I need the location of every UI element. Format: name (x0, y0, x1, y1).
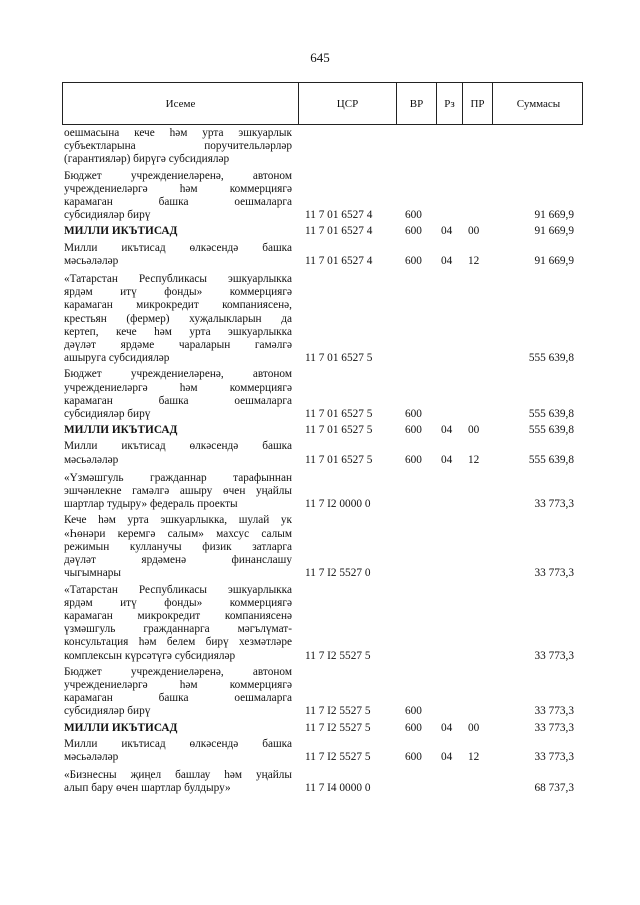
row-name-line: субсидияләр бирү (64, 209, 151, 222)
row-name-line: дәүләт ярдәменә финанслашу (64, 554, 292, 567)
table-header (62, 82, 583, 125)
table-row (0, 769, 640, 795)
row-vr: 600 (405, 209, 422, 222)
table-row (0, 472, 640, 512)
row-rz: 04 (441, 254, 453, 267)
row-name (64, 368, 292, 421)
row-name-line: «Үзмәшгуль гражданнар тарафыннан (64, 471, 292, 484)
row-name (64, 273, 292, 365)
row-name-line: МИЛЛИ ИКЪТИСАД (64, 225, 178, 238)
row-sum: 33 773,3 (534, 705, 574, 718)
row-name-line: мәсьәләләр (64, 750, 119, 763)
row-sum: 33 773,3 (534, 498, 574, 511)
row-name (64, 127, 292, 167)
row-name-line: оешмасына кече һәм урта эшкуарлык (64, 127, 292, 139)
row-name-line: чыгымнары (64, 567, 121, 580)
row-csr: 11 7 I2 5527 0 (305, 567, 371, 580)
row-sum: 33 773,3 (534, 649, 574, 662)
row-name-line: «Һөнәри керемгә салым» махсус салым (64, 527, 292, 540)
row-name-line: учреждениеләргә һәм коммерциягә (64, 182, 292, 195)
page-number: 645 (310, 50, 330, 65)
row-name-line: мәсьәләләр (64, 254, 119, 267)
row-name (64, 738, 292, 764)
row-csr: 11 7 01 6527 5 (305, 424, 373, 437)
table-body (0, 124, 640, 796)
row-rz: 04 (441, 750, 453, 763)
row-name (64, 666, 292, 719)
row-vr: 600 (405, 705, 422, 718)
row-csr: 11 7 I4 0000 0 (305, 782, 371, 795)
table-row (0, 738, 640, 764)
row-vr: 600 (405, 225, 422, 238)
row-csr: 11 7 01 6527 4 (305, 209, 373, 222)
row-name-line: Бюджет учреждениеләренә, автоном (64, 169, 292, 182)
row-name-line: Бюджет учреждениеләренә, автоном (64, 665, 292, 678)
row-name-line: ярдәм итү фонды» коммерциягә (64, 596, 292, 609)
row-name (64, 424, 292, 437)
table-row (0, 424, 640, 437)
table-row (0, 242, 640, 268)
row-name-line: карамаган башка оешмаларга (64, 692, 292, 705)
row-pr: 12 (468, 453, 480, 466)
row-name-line: үзмәшгуль гражданнарга мәгълүмат- (64, 623, 292, 636)
row-name-line: эшчәнлекне гамәлгә ашыру өчен уңайлы (64, 485, 292, 498)
row-name-line: шартлар тудыру» федераль проекты (64, 498, 238, 511)
row-csr: 11 7 01 6527 5 (305, 352, 373, 365)
row-name-line: карамаган башка оешмаларга (64, 394, 292, 407)
row-name-line: карамаган микрокредит компаниясенә, (64, 299, 292, 312)
row-name-line: Милли икътисад өлкәсендә башка (64, 737, 292, 750)
row-name-line: карамаган микрокредит компаниясенә (64, 609, 292, 622)
row-name-line: МИЛЛИ ИКЪТИСАД (64, 424, 178, 437)
row-name-line: Бюджет учреждениеләренә, автоном (64, 368, 292, 381)
row-vr: 600 (405, 721, 422, 734)
row-name (64, 170, 292, 223)
row-csr: 11 7 I2 5527 5 (305, 750, 371, 763)
row-name-line: ашыруга субсидияләр (64, 352, 170, 365)
row-name-line: «Татарстан Республикасы эшкуарлыкка (64, 583, 292, 596)
header-csr: ЦСР (298, 83, 396, 124)
row-rz: 04 (441, 424, 453, 437)
row-rz: 04 (441, 721, 453, 734)
row-name (64, 440, 292, 466)
row-sum: 33 773,3 (534, 721, 574, 734)
table-row (0, 584, 640, 663)
table-row (0, 514, 640, 580)
table-row (0, 273, 640, 365)
row-name (64, 769, 292, 795)
row-name-line: кертеп, кече һәм урта эшкуарлыкка (64, 325, 292, 338)
header-vr: ВР (396, 83, 436, 124)
row-pr: 00 (468, 424, 480, 437)
header-name: Исеме (165, 97, 196, 110)
row-name-line: алып бару өчен шартлар булдыру» (64, 782, 231, 795)
row-rz: 04 (441, 225, 453, 238)
row-name-line: (гарантияләр) бирүгә субсидияләр (64, 153, 230, 166)
row-sum: 91 669,9 (534, 225, 574, 238)
row-sum: 555 639,8 (528, 453, 574, 466)
row-sum: 555 639,8 (528, 424, 574, 437)
row-sum: 33 773,3 (534, 750, 574, 763)
row-name-line: ярдәм итү фонды» коммерциягә (64, 286, 292, 299)
row-csr: 11 7 01 6527 5 (305, 408, 373, 421)
row-name-line: Милли икътисад өлкәсендә башка (64, 440, 292, 453)
row-name (64, 242, 292, 268)
row-name (64, 514, 292, 580)
row-pr: 00 (468, 225, 480, 238)
row-name-line: крестьян (фермер) хуҗалыкларын да (64, 312, 292, 325)
row-csr: 11 7 I2 5527 5 (305, 705, 371, 718)
row-name-line: субсидияләр бирү (64, 705, 151, 718)
row-vr: 600 (405, 453, 422, 466)
row-name-line: режимын кулланучы физик затларга (64, 540, 292, 553)
row-name (64, 584, 292, 663)
row-name-line: карамаган башка оешмаларга (64, 196, 292, 209)
row-name-line: консультация һәм белем бирү хезмәтләре (64, 636, 292, 649)
row-csr: 11 7 01 6527 5 (305, 453, 373, 466)
row-name-line: субъектларына поручительләрләр (64, 140, 292, 153)
row-name-line: учреждениеләргә һәм коммерциягә (64, 381, 292, 394)
row-sum: 68 737,3 (534, 782, 574, 795)
row-vr: 600 (405, 750, 422, 763)
row-name-line: субсидияләр бирү (64, 408, 151, 421)
row-vr: 600 (405, 408, 422, 421)
row-name-line: дәүләт ярдәме чараларын гамәлгә (64, 339, 292, 352)
row-name-line: комплексын күрсәтүгә субсидияләр (64, 649, 236, 662)
row-csr: 11 7 I2 5527 5 (305, 649, 371, 662)
row-sum: 33 773,3 (534, 567, 574, 580)
table-row (0, 722, 640, 735)
row-name-line: Кече һәм урта эшкуарлыкка, шулай ук (64, 514, 292, 527)
row-name-line: учреждениеләргә һәм коммерциягә (64, 678, 292, 691)
row-name-line: «Татарстан Республикасы эшкуарлыкка (64, 273, 292, 286)
row-name-line: МИЛЛИ ИКЪТИСАД (64, 721, 178, 734)
header-sum: Суммасы (492, 83, 584, 124)
row-sum: 91 669,9 (534, 209, 574, 222)
row-name-line: Милли икътисад өлкәсендә башка (64, 241, 292, 254)
row-vr: 600 (405, 424, 422, 437)
row-sum: 555 639,8 (528, 408, 574, 421)
row-name (64, 472, 292, 512)
row-pr: 12 (468, 750, 480, 763)
header-rz: Рз (436, 83, 462, 124)
table-row (0, 127, 640, 167)
row-name (64, 722, 292, 735)
row-name-line: «Бизнесны җиңел башлау һәм уңайлы (64, 769, 292, 782)
row-rz: 04 (441, 453, 453, 466)
table-row (0, 440, 640, 466)
row-pr: 12 (468, 254, 480, 267)
row-sum: 555 639,8 (528, 352, 574, 365)
table-row (0, 368, 640, 421)
row-csr: 11 7 I2 5527 5 (305, 721, 371, 734)
table-row (0, 225, 640, 238)
row-name-line: мәсьәләләр (64, 453, 119, 466)
table-row (0, 170, 640, 223)
row-pr: 00 (468, 721, 480, 734)
row-csr: 11 7 I2 0000 0 (305, 498, 371, 511)
row-csr: 11 7 01 6527 4 (305, 254, 373, 267)
row-csr: 11 7 01 6527 4 (305, 225, 373, 238)
row-sum: 91 669,9 (534, 254, 574, 267)
row-name (64, 225, 292, 238)
table-row (0, 666, 640, 719)
row-vr: 600 (405, 254, 422, 267)
header-pr: ПР (462, 83, 492, 124)
